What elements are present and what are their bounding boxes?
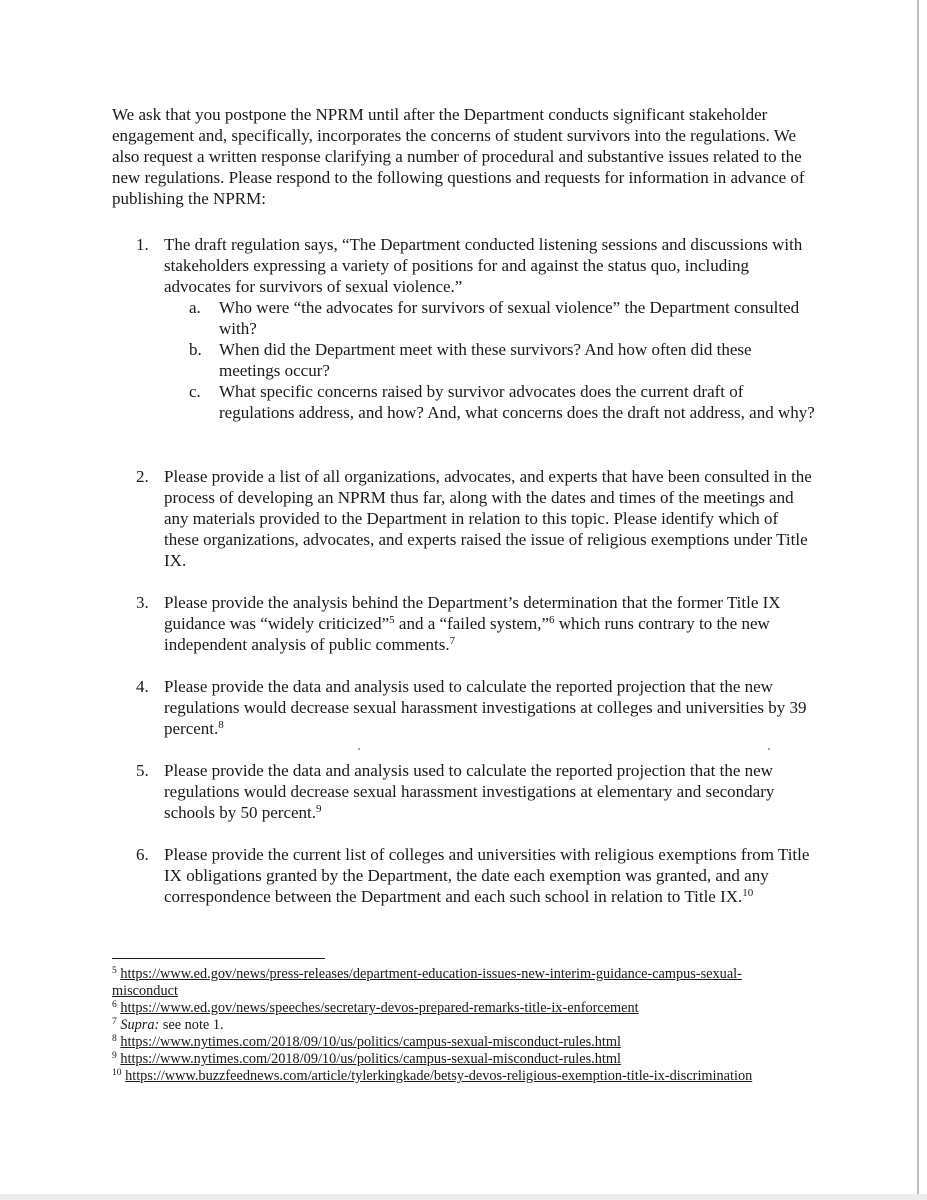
- sub-question-letter: a.: [189, 298, 201, 317]
- question-5: [112, 760, 817, 823]
- question-text: [164, 592, 817, 655]
- letter-body: [112, 104, 817, 209]
- sub-question-b: [189, 339, 817, 381]
- footnote-mark: 5: [112, 966, 117, 976]
- question-text: Please provide a list of all organizations, advocates, and experts that have been consulted in the process of developing an NPRM thus far, along with the dates and times of the meetings and any materials provided to the Department in relation to this topic. Please identify which of these organizations, advocates, and experts raised the issue of religious exemptions under Title IX.: [164, 467, 812, 570]
- footnote-mark: 8: [112, 1034, 117, 1044]
- question-3: [112, 592, 817, 655]
- sub-question-text: Who were “the advocates for survivors of sexual violence” the Department consulted with?: [219, 298, 800, 338]
- page-edge: [917, 0, 919, 1200]
- footnote-link[interactable]: https://www.ed.gov/news/speeches/secretary-devos-prepared-remarks-title-ix-enforcement: [120, 1000, 639, 1016]
- footnote-ref: 7: [449, 635, 456, 647]
- question-number: 1.: [136, 235, 149, 254]
- question-1: [112, 234, 817, 423]
- footnote-italic: Supra:: [120, 1017, 160, 1033]
- question-number: 2.: [136, 467, 149, 486]
- question-2: [112, 466, 817, 571]
- sub-question-list: [189, 297, 817, 423]
- footnote-mark: 10: [112, 1068, 122, 1078]
- footnote-7: [112, 1017, 802, 1034]
- footnotes: [112, 966, 802, 1085]
- footnote-separator: [112, 958, 325, 959]
- question-number: 4.: [136, 677, 149, 696]
- question-text: [164, 676, 817, 739]
- sub-question-text: When did the Department meet with these survivors? And how often did these meetings occur?: [219, 340, 752, 380]
- footnote-ref: 5: [389, 614, 395, 626]
- footnote-link[interactable]: https://www.nytimes.com/2018/09/10/us/politics/campus-sexual-misconduct-rules.html: [120, 1034, 621, 1050]
- question-text: [164, 844, 817, 907]
- footnote-mark: 7: [112, 1017, 117, 1027]
- footnote-ref: 6: [549, 614, 555, 626]
- footnote-5: [112, 966, 802, 1000]
- footnote-10: [112, 1068, 802, 1085]
- footnote-ref: 10: [742, 887, 754, 899]
- question-number: 5.: [136, 761, 149, 780]
- question-text-part: Please provide the data and analysis used to calculate the reported projection that the new regulations would decrease sexual harassment investigations at elementary and secondary schools by 50 percent.: [164, 761, 775, 822]
- scan-speck: [358, 748, 360, 750]
- question-text-part: Please provide the current list of colleges and universities with religious exemptions from Title IX obligations granted by the Department, the date each exemption was granted, and any correspondence between the Department and each such school in relation to Title IX.: [164, 845, 810, 906]
- question-number: 6.: [136, 845, 149, 864]
- sub-question-c: [189, 381, 817, 423]
- footnote-link[interactable]: https://www.buzzfeednews.com/article/tylerkingkade/betsy-devos-religious-exemption-title-ix-discrimination: [125, 1068, 753, 1084]
- question-4: [112, 676, 817, 739]
- scan-bottom-edge: [0, 1194, 927, 1200]
- sub-question-letter: c.: [189, 382, 201, 401]
- intro-paragraph: We ask that you postpone the NPRM until after the Department conducts significant stakeholder engagement and, specifically, incorporates the concerns of student survivors into the regulations. We also request a written response clarifying a number of procedural and substantive issues related to the new regulations. Please respond to the following questions and requests for information in advance of publishing the NPRM:: [112, 105, 805, 208]
- footnote-9: [112, 1051, 802, 1068]
- question-6: [112, 844, 817, 907]
- sub-question-text: What specific concerns raised by survivor advocates does the current draft of regulations address, and how? And, what concerns does the draft not address, and why?: [219, 382, 815, 422]
- scan-speck: [768, 748, 770, 750]
- footnote-8: [112, 1034, 802, 1051]
- question-text-part: and a “failed system,”: [394, 614, 550, 633]
- footnote-6: [112, 1000, 802, 1017]
- question-text-part: Please provide the analysis behind the Department’s determination that the former Title IX guidance was “widely criticized”: [164, 593, 781, 633]
- footnote-mark: 6: [112, 1000, 117, 1010]
- footnote-link[interactable]: https://www.ed.gov/news/press-releases/department-education-issues-new-interim-guidance-campus-sexual-misconduct: [112, 966, 742, 999]
- sub-question-letter: b.: [189, 340, 202, 359]
- question-text-part: which runs contrary to the new independent analysis of public comments.: [164, 614, 770, 654]
- footnote-link[interactable]: https://www.nytimes.com/2018/09/10/us/politics/campus-sexual-misconduct-rules.html: [120, 1051, 621, 1067]
- footnote-text: see note 1.: [159, 1017, 224, 1033]
- question-text: The draft regulation says, “The Department conducted listening sessions and discussions with stakeholders expressing a variety of positions for and against the status quo, including advocates for survivors of sexual violence.”: [164, 235, 803, 296]
- footnote-mark: 9: [112, 1051, 117, 1061]
- footnote-ref: 9: [316, 803, 322, 815]
- footnote-ref: 8: [218, 719, 224, 731]
- question-text: [164, 760, 817, 823]
- question-number: 3.: [136, 593, 149, 612]
- question-text-part: Please provide the data and analysis used to calculate the reported projection that the new regulations would decrease sexual harassment investigations at colleges and universities by 39 percent.: [164, 677, 807, 738]
- sub-question-a: [189, 297, 817, 339]
